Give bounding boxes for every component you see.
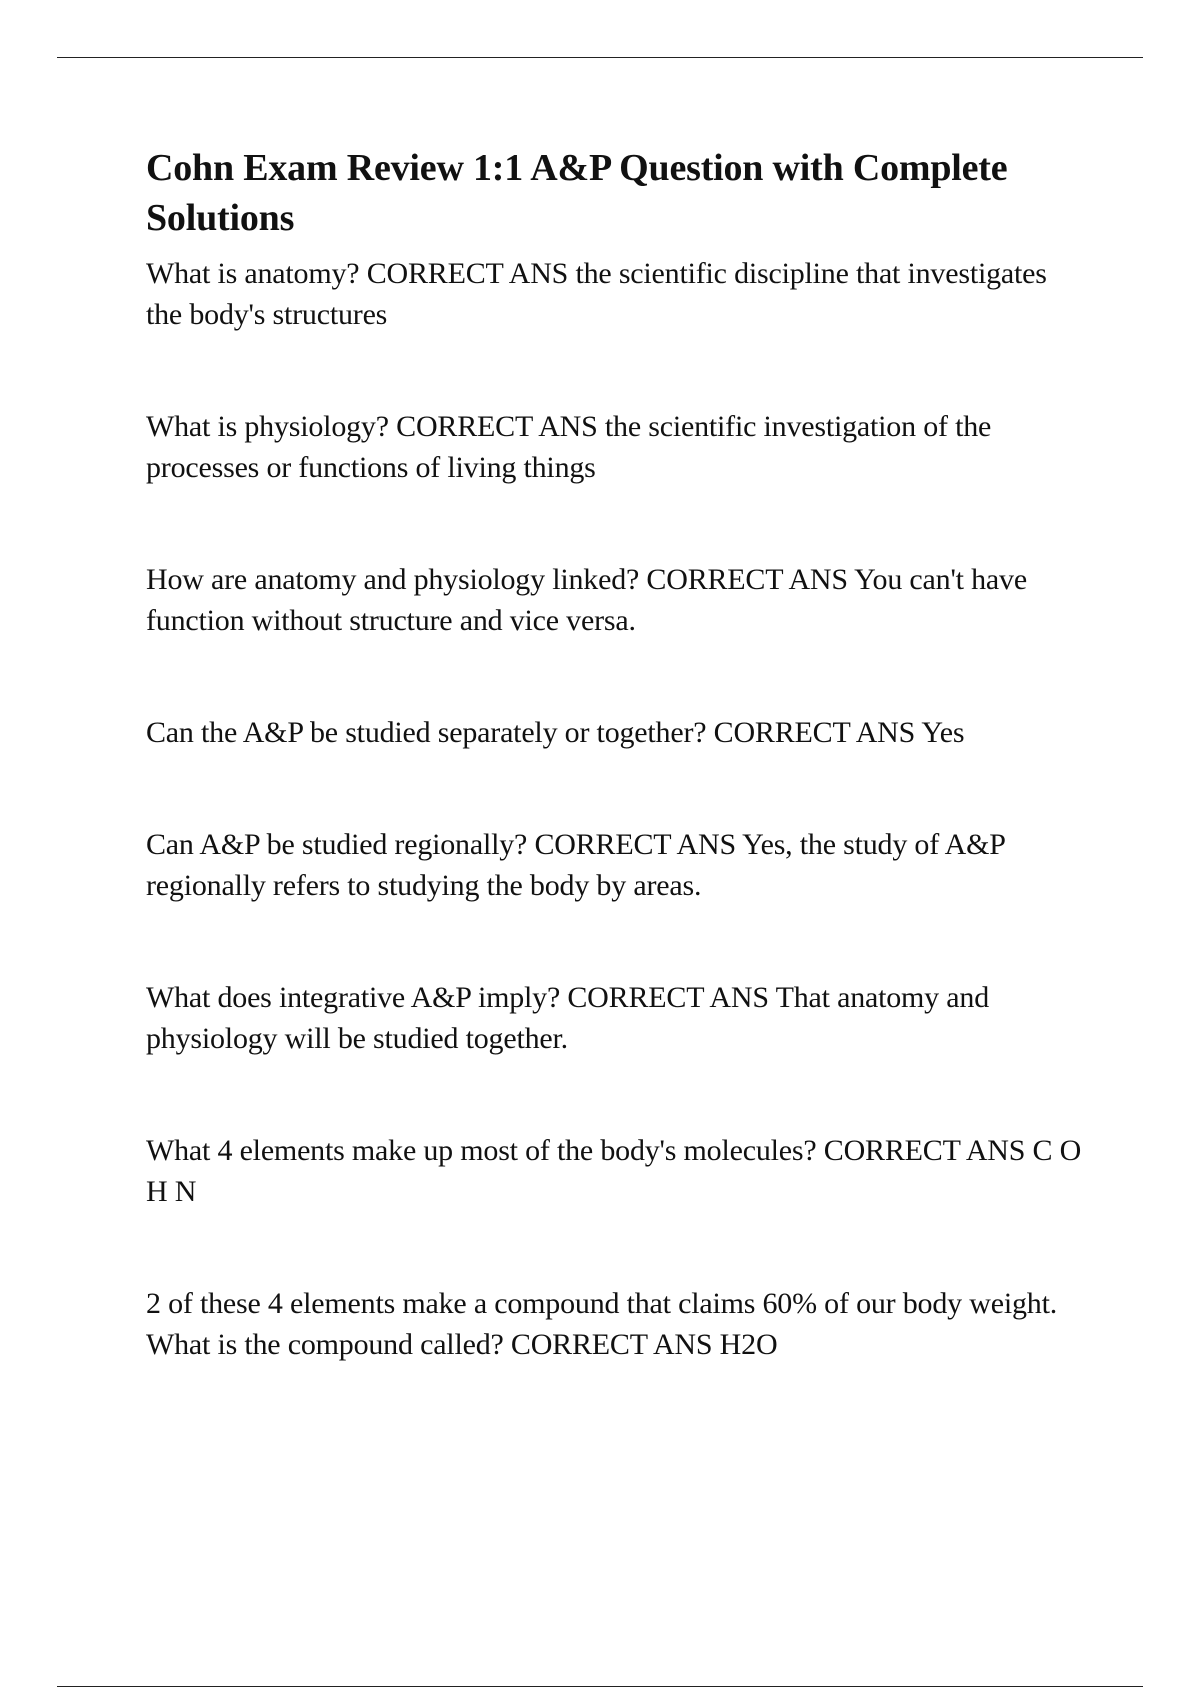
question-item: How are anatomy and physiology linked? CORRECT ANS You can't have function without structure and vice versa.	[146, 563, 1027, 637]
question-item: 2 of these 4 elements make a compound that claims 60% of our body weight. What is the compound called? CORRECT ANS H2O	[146, 1287, 1058, 1361]
header-rule	[57, 57, 1143, 58]
question-list	[146, 253, 1086, 1365]
document-body	[146, 143, 1086, 1365]
question-item: What is physiology? CORRECT ANS the scientific investigation of the processes or functions of living things	[146, 410, 992, 484]
question-item: What does integrative A&P imply? CORRECT ANS That anatomy and physiology will be studied together.	[146, 981, 989, 1055]
question-item: What 4 elements make up most of the body's molecules? CORRECT ANS C O H N	[146, 1134, 1082, 1208]
document-title: Cohn Exam Review 1:1 A&P Question with Complete Solutions	[146, 147, 1008, 239]
question-item: Can A&P be studied regionally? CORRECT ANS Yes, the study of A&P regionally refers to studying the body by areas.	[146, 828, 1005, 902]
footer-rule	[57, 1686, 1143, 1687]
question-item: What is anatomy? CORRECT ANS the scientific discipline that investigates the body's structures	[146, 257, 1047, 331]
question-item: Can the A&P be studied separately or together? CORRECT ANS Yes	[146, 716, 965, 749]
